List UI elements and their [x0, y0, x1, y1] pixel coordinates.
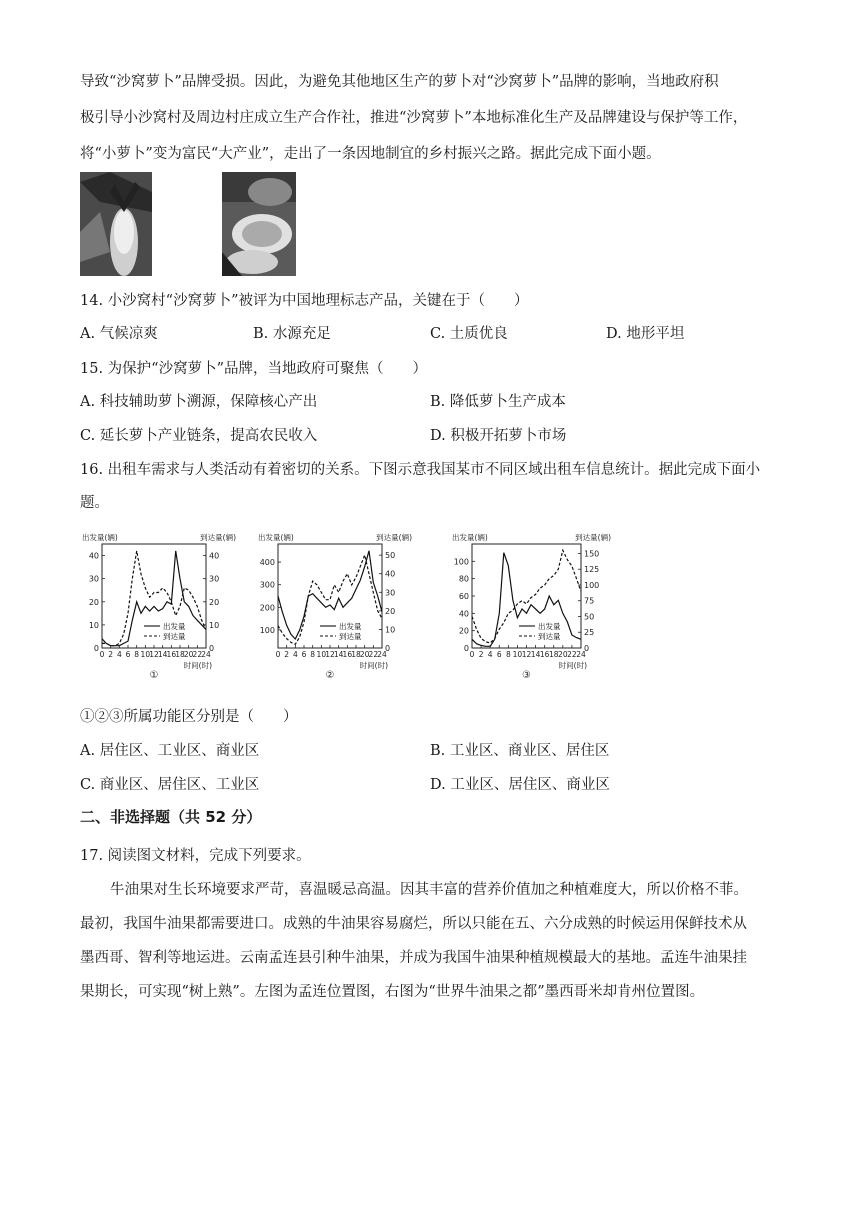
- chart-3-x-tick-label-6: 12: [521, 650, 532, 659]
- chart-3-x-tick-label-12: 24: [576, 650, 586, 659]
- chart-3-x-tick-label-2: 4: [487, 650, 493, 659]
- chart-2-legend-label-0: 出发量: [339, 622, 362, 631]
- material-line-2: 最初，我国牛油果都需要进口。成熟的牛油果容易腐烂，所以只能在五、六分成熟的时候运用保鲜技术从: [80, 916, 747, 932]
- chart-1-x-tick-label-10: 20: [183, 650, 194, 659]
- chart-1-x-tick-label-5: 10: [140, 650, 151, 659]
- section-2-title: 二、非选择题（共 52 分）: [80, 808, 262, 826]
- q16-stem-line-1: 16. 出租车需求与人类活动有着密切的关系。下图示意我国某市不同区域出租车信息统计。据此完成下面小: [80, 462, 761, 478]
- chart-2-x-axis-label: 时间(时): [359, 661, 388, 670]
- chart-1-legend-label-1: 到达量: [163, 632, 186, 641]
- chart-1-x-tick-label-11: 22: [192, 650, 203, 659]
- chart-2-x-tick-label-3: 6: [301, 650, 307, 659]
- taxi-chart-2: [256, 530, 416, 685]
- q14-option-c[interactable]: C. 土质优良: [430, 326, 508, 342]
- intro-line-1: 导致“沙窝萝卜”品牌受损。因此，为避免其他地区生产的萝卜对“沙窝萝卜”品牌的影响，当地政府积: [80, 74, 719, 90]
- chart-2-x-tick-label-7: 14: [333, 650, 344, 659]
- chart-1-x-tick-label-12: 24: [201, 650, 211, 659]
- chart-1-series-arrivals-line: [102, 551, 206, 646]
- material-line-1: 牛油果对生长环境要求严苛，喜温暖忌高温。因其丰富的营养价值加之种植难度大，所以价格不菲。: [110, 882, 748, 898]
- chart-2-x-tick-label-5: 10: [316, 650, 327, 659]
- chart-1-x-axis-label: 时间(时): [183, 661, 212, 670]
- chart-3-right-tick-label-6: 150: [584, 549, 600, 559]
- chart-3-right-tick-label-3: 75: [584, 596, 595, 606]
- chart-1-left-tick-label-2: 20: [88, 597, 99, 607]
- chart-1-left-tick-label-3: 30: [88, 574, 99, 584]
- material-line-3: 墨西哥、智利等地运进。云南孟连县引种牛油果，并成为我国牛油果种植规模最大的基地。孟连牛油果挂: [80, 950, 747, 966]
- chart-3-series-departures-line: [472, 553, 581, 647]
- chart-3-legend-label-0: 出发量: [538, 622, 561, 631]
- chart-2-right-tick-label-0: 0: [385, 644, 391, 653]
- q14-option-a[interactable]: A. 气候凉爽: [80, 326, 158, 342]
- intro-line-2: 极引导小沙窝村及周边村庄成立生产合作社，推进“沙窝萝卜”本地标准化生产及品牌建设与保护等工作，: [80, 110, 748, 126]
- q14-option-b[interactable]: B. 水源充足: [253, 326, 331, 342]
- q15-option-c[interactable]: C. 延长萝卜产业链条，提高农民收入: [80, 428, 318, 444]
- chart-3-panel-label: ③: [522, 670, 531, 681]
- chart-1-left-tick-label-1: 10: [88, 620, 99, 630]
- q15-option-a[interactable]: A. 科技辅助萝卜溯源，保障核心产出: [80, 394, 318, 410]
- chart-3-left-tick-label-1: 20: [458, 626, 469, 636]
- chart-3-left-tick-label-4: 80: [458, 574, 469, 584]
- chart-2-left-tick-label-3: 400: [259, 558, 275, 568]
- chart-3-left-axis-label: 出发量(辆): [452, 533, 488, 542]
- chart-1-left-tick-label-0: 0: [93, 644, 99, 653]
- chart-1-right-tick-label-0: 0: [209, 644, 215, 653]
- radish-photo-2-image: [222, 172, 296, 276]
- chart-2-x-tick-label-9: 18: [351, 650, 361, 659]
- material-line-4: 果期长，可实现“树上熟”。左图为孟连位置图，右图为“世界牛油果之都”墨西哥米却肯州位置图。: [80, 984, 705, 1000]
- taxi-chart-3: [450, 530, 615, 685]
- radish-photo-1: [80, 172, 152, 276]
- chart-3-right-tick-label-1: 25: [584, 628, 595, 638]
- chart-2-panel-label: ②: [325, 670, 335, 681]
- chart-3-left-tick-label-2: 40: [458, 609, 469, 619]
- chart-3-x-tick-label-5: 10: [512, 650, 523, 659]
- chart-3-x-tick-label-7: 14: [530, 650, 541, 659]
- chart-1-panel-label: ①: [149, 670, 159, 681]
- chart-1-series-departures-line: [102, 551, 206, 646]
- chart-2-x-tick-label-1: 2: [284, 650, 290, 659]
- chart-2-x-tick-label-12: 24: [377, 650, 387, 659]
- chart-2-x-tick-label-4: 8: [310, 650, 316, 659]
- chart-2-x-tick-label-6: 12: [325, 650, 335, 659]
- chart-2-right-tick-label-5: 50: [385, 551, 396, 561]
- q14-stem: 14. 小沙窝村“沙窝萝卜”被评为中国地理标志产品，关键在于（ ）: [80, 293, 529, 309]
- chart-1-right-tick-label-4: 40: [209, 551, 220, 561]
- chart-3-x-tick-label-3: 6: [496, 650, 502, 659]
- chart-2-x-tick-label-10: 20: [359, 650, 370, 659]
- chart-3-left-tick-label-3: 60: [458, 592, 469, 601]
- chart-3-left-tick-label-5: 100: [453, 557, 469, 567]
- chart-2-x-tick-label-11: 22: [368, 650, 379, 659]
- chart-3-x-tick-label-1: 2: [478, 650, 484, 659]
- q16-sub-stem: ①②③所属功能区分别是（ ）: [80, 709, 298, 725]
- chart-1-x-tick-label-9: 18: [175, 650, 185, 659]
- chart-3-right-tick-label-0: 0: [584, 644, 590, 653]
- q14-option-d[interactable]: D. 地形平坦: [606, 326, 685, 342]
- chart-3-frame: [472, 544, 581, 648]
- chart-3-x-tick-label-0: 0: [469, 650, 475, 659]
- chart-1-x-tick-label-7: 14: [157, 650, 168, 659]
- chart-1-left-tick-label-4: 40: [88, 551, 99, 561]
- chart-3-legend-label-1: 到达量: [538, 632, 561, 641]
- chart-1-frame: [102, 544, 206, 648]
- radish-photo-1-image: [80, 172, 152, 276]
- chart-2-right-tick-label-3: 30: [385, 588, 396, 598]
- chart-2-left-axis-label: 出发量(辆): [258, 533, 294, 542]
- intro-line-3: 将“小萝卜”变为富民“大产业”，走出了一条因地制宜的乡村振兴之路。据此完成下面小题。: [80, 146, 661, 162]
- q16-option-c[interactable]: C. 商业区、居住区、工业区: [80, 777, 260, 793]
- chart-2-left-tick-label-2: 300: [259, 580, 275, 590]
- chart-2-left-tick-label-0: 100: [259, 625, 275, 635]
- chart-3-x-tick-label-8: 16: [539, 650, 550, 659]
- chart-2-x-tick-label-2: 4: [292, 650, 298, 659]
- chart-2-right-axis-label: 到达量(辆): [376, 533, 412, 542]
- chart-3-series-arrivals-line: [472, 550, 581, 643]
- taxi-chart-1: [80, 530, 240, 685]
- chart-2-right-tick-label-1: 10: [385, 625, 396, 635]
- chart-1-x-tick-label-0: 0: [99, 650, 105, 659]
- chart-1-x-tick-label-8: 16: [166, 650, 177, 659]
- chart-3-x-tick-label-10: 20: [558, 650, 568, 659]
- chart-2-left-tick-label-1: 200: [259, 603, 275, 613]
- chart-1-right-tick-label-3: 30: [209, 574, 220, 584]
- chart-2-series-arrivals-line: [278, 555, 382, 644]
- q15-stem: 15. 为保护“沙窝萝卜”品牌，当地政府可聚焦（ ）: [80, 361, 427, 377]
- chart-3-right-tick-label-4: 100: [584, 580, 600, 590]
- chart-3-x-tick-label-9: 18: [548, 650, 559, 659]
- chart-1-x-tick-label-1: 2: [108, 650, 114, 659]
- chart-3-right-tick-label-2: 50: [584, 612, 595, 622]
- chart-2-legend-label-1: 到达量: [339, 632, 362, 641]
- q16-option-a[interactable]: A. 居住区、工业区、商业区: [80, 743, 260, 759]
- chart-3-x-tick-label-11: 22: [567, 650, 577, 659]
- chart-2-x-tick-label-8: 16: [342, 650, 353, 659]
- chart-1-x-tick-label-2: 4: [116, 650, 122, 659]
- q16-option-b[interactable]: B. 工业区、商业区、居住区: [430, 743, 610, 759]
- chart-1-right-tick-label-2: 20: [209, 597, 220, 607]
- chart-1-right-tick-label-1: 10: [209, 620, 220, 630]
- chart-1-x-tick-label-4: 8: [134, 650, 140, 659]
- chart-3-x-tick-label-4: 8: [505, 650, 511, 659]
- chart-3-right-tick-label-5: 125: [584, 565, 600, 575]
- q16-option-d[interactable]: D. 工业区、居住区、商业区: [430, 777, 610, 793]
- q15-option-b[interactable]: B. 降低萝卜生产成本: [430, 394, 566, 410]
- q17-stem: 17. 阅读图文材料，完成下列要求。: [80, 848, 311, 864]
- chart-3-right-axis-label: 到达量(辆): [575, 533, 611, 542]
- chart-1-right-axis-label: 到达量(辆): [200, 533, 236, 542]
- radish-photo-2: [222, 172, 296, 276]
- chart-3-x-axis-label: 时间(时): [558, 661, 587, 670]
- chart-1-x-tick-label-3: 6: [125, 650, 131, 659]
- chart-2-right-tick-label-4: 40: [385, 569, 396, 579]
- q15-option-d[interactable]: D. 积极开拓萝卜市场: [430, 428, 567, 444]
- q16-stem-line-2: 题。: [80, 495, 109, 511]
- chart-2-right-tick-label-2: 20: [385, 606, 396, 616]
- chart-1-left-axis-label: 出发量(辆): [82, 533, 118, 542]
- chart-3-left-tick-label-0: 0: [463, 644, 469, 653]
- chart-1-x-tick-label-6: 12: [149, 650, 159, 659]
- chart-1-legend-label-0: 出发量: [163, 622, 186, 631]
- chart-2-x-tick-label-0: 0: [275, 650, 281, 659]
